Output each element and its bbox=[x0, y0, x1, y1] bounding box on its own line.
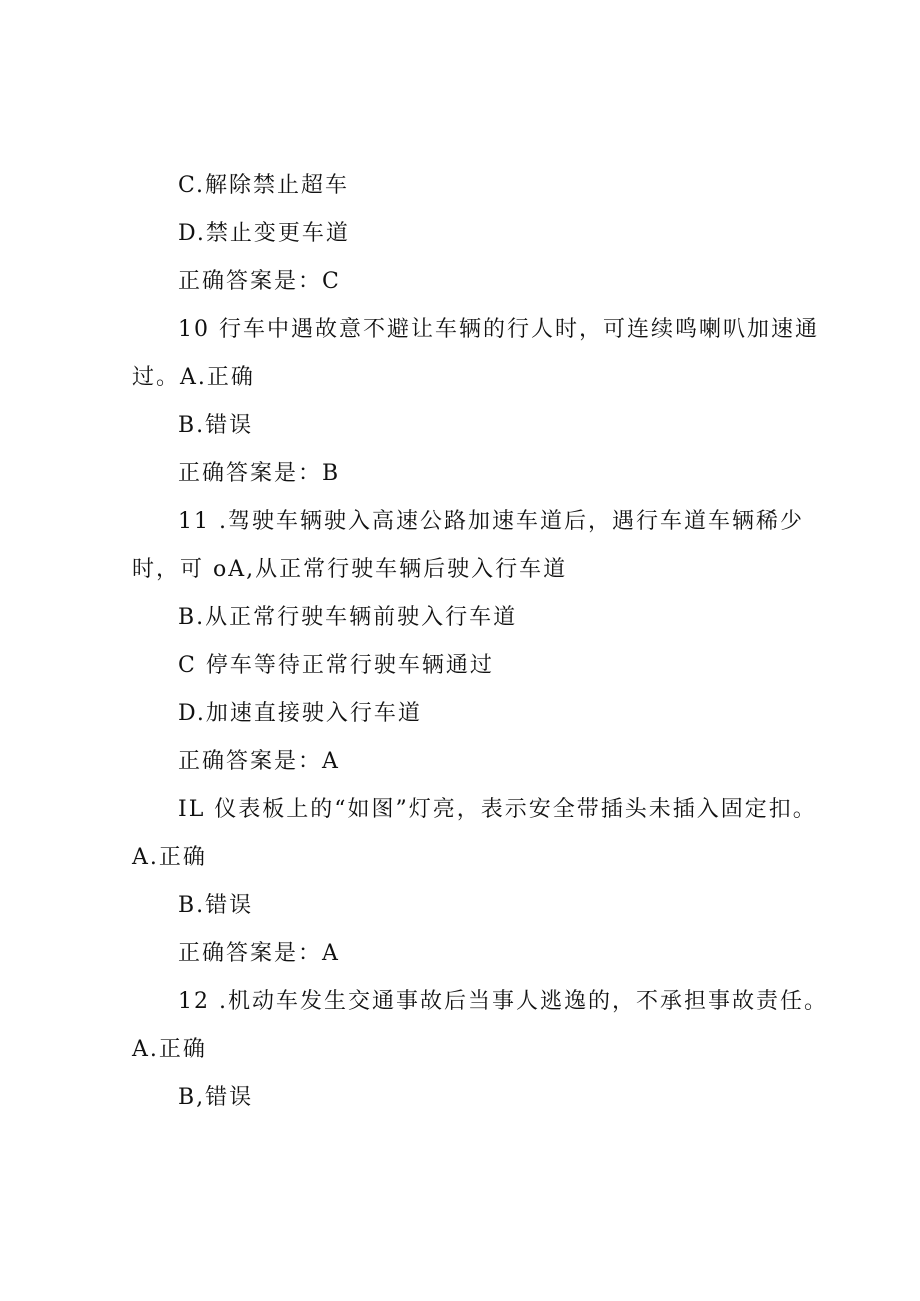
option-c-line: C 停车等待正常行驶车辆通过 bbox=[178, 653, 494, 678]
option-c-line: C.解除禁止超车 bbox=[178, 173, 350, 198]
answer-line: 正确答案是：A bbox=[178, 941, 340, 966]
answer-line: 正确答案是：A bbox=[178, 749, 340, 774]
question-12-line: 12 .机动车发生交通事故后当事人逃逸的，不承担事故责任。 bbox=[178, 989, 828, 1014]
question-10-line: 10 行车中遇故意不避让车辆的行人时，可连续鸣喇叭加速通 bbox=[178, 317, 819, 342]
answer-line: 正确答案是：C bbox=[178, 269, 341, 294]
option-b-line: B.错误 bbox=[178, 413, 254, 438]
option-b-line: B.从正常行驶车辆前驶入行车道 bbox=[178, 605, 518, 630]
option-b-line: B,错误 bbox=[178, 1085, 254, 1110]
answer-line: 正确答案是：B bbox=[178, 461, 341, 486]
question-il-line: IL 仪表板上的“如图”灯亮，表示安全带插头未插入固定扣。 bbox=[178, 797, 817, 822]
option-d-line: D.加速直接驶入行车道 bbox=[178, 701, 422, 726]
option-b-line: B.错误 bbox=[178, 893, 254, 918]
question-11-line: 11 .驾驶车辆驶入高速公路加速车道后，遇行车道车辆稀少 bbox=[178, 509, 804, 534]
question-10-continuation: 过。A.正确 bbox=[132, 365, 255, 390]
question-11-continuation: 时，可 oA,从正常行驶车辆后驶入行车道 bbox=[132, 557, 568, 582]
option-a-line: A.正确 bbox=[132, 1037, 207, 1062]
option-a-line: A.正确 bbox=[132, 845, 207, 870]
option-d-line: D.禁止变更车道 bbox=[178, 221, 350, 246]
